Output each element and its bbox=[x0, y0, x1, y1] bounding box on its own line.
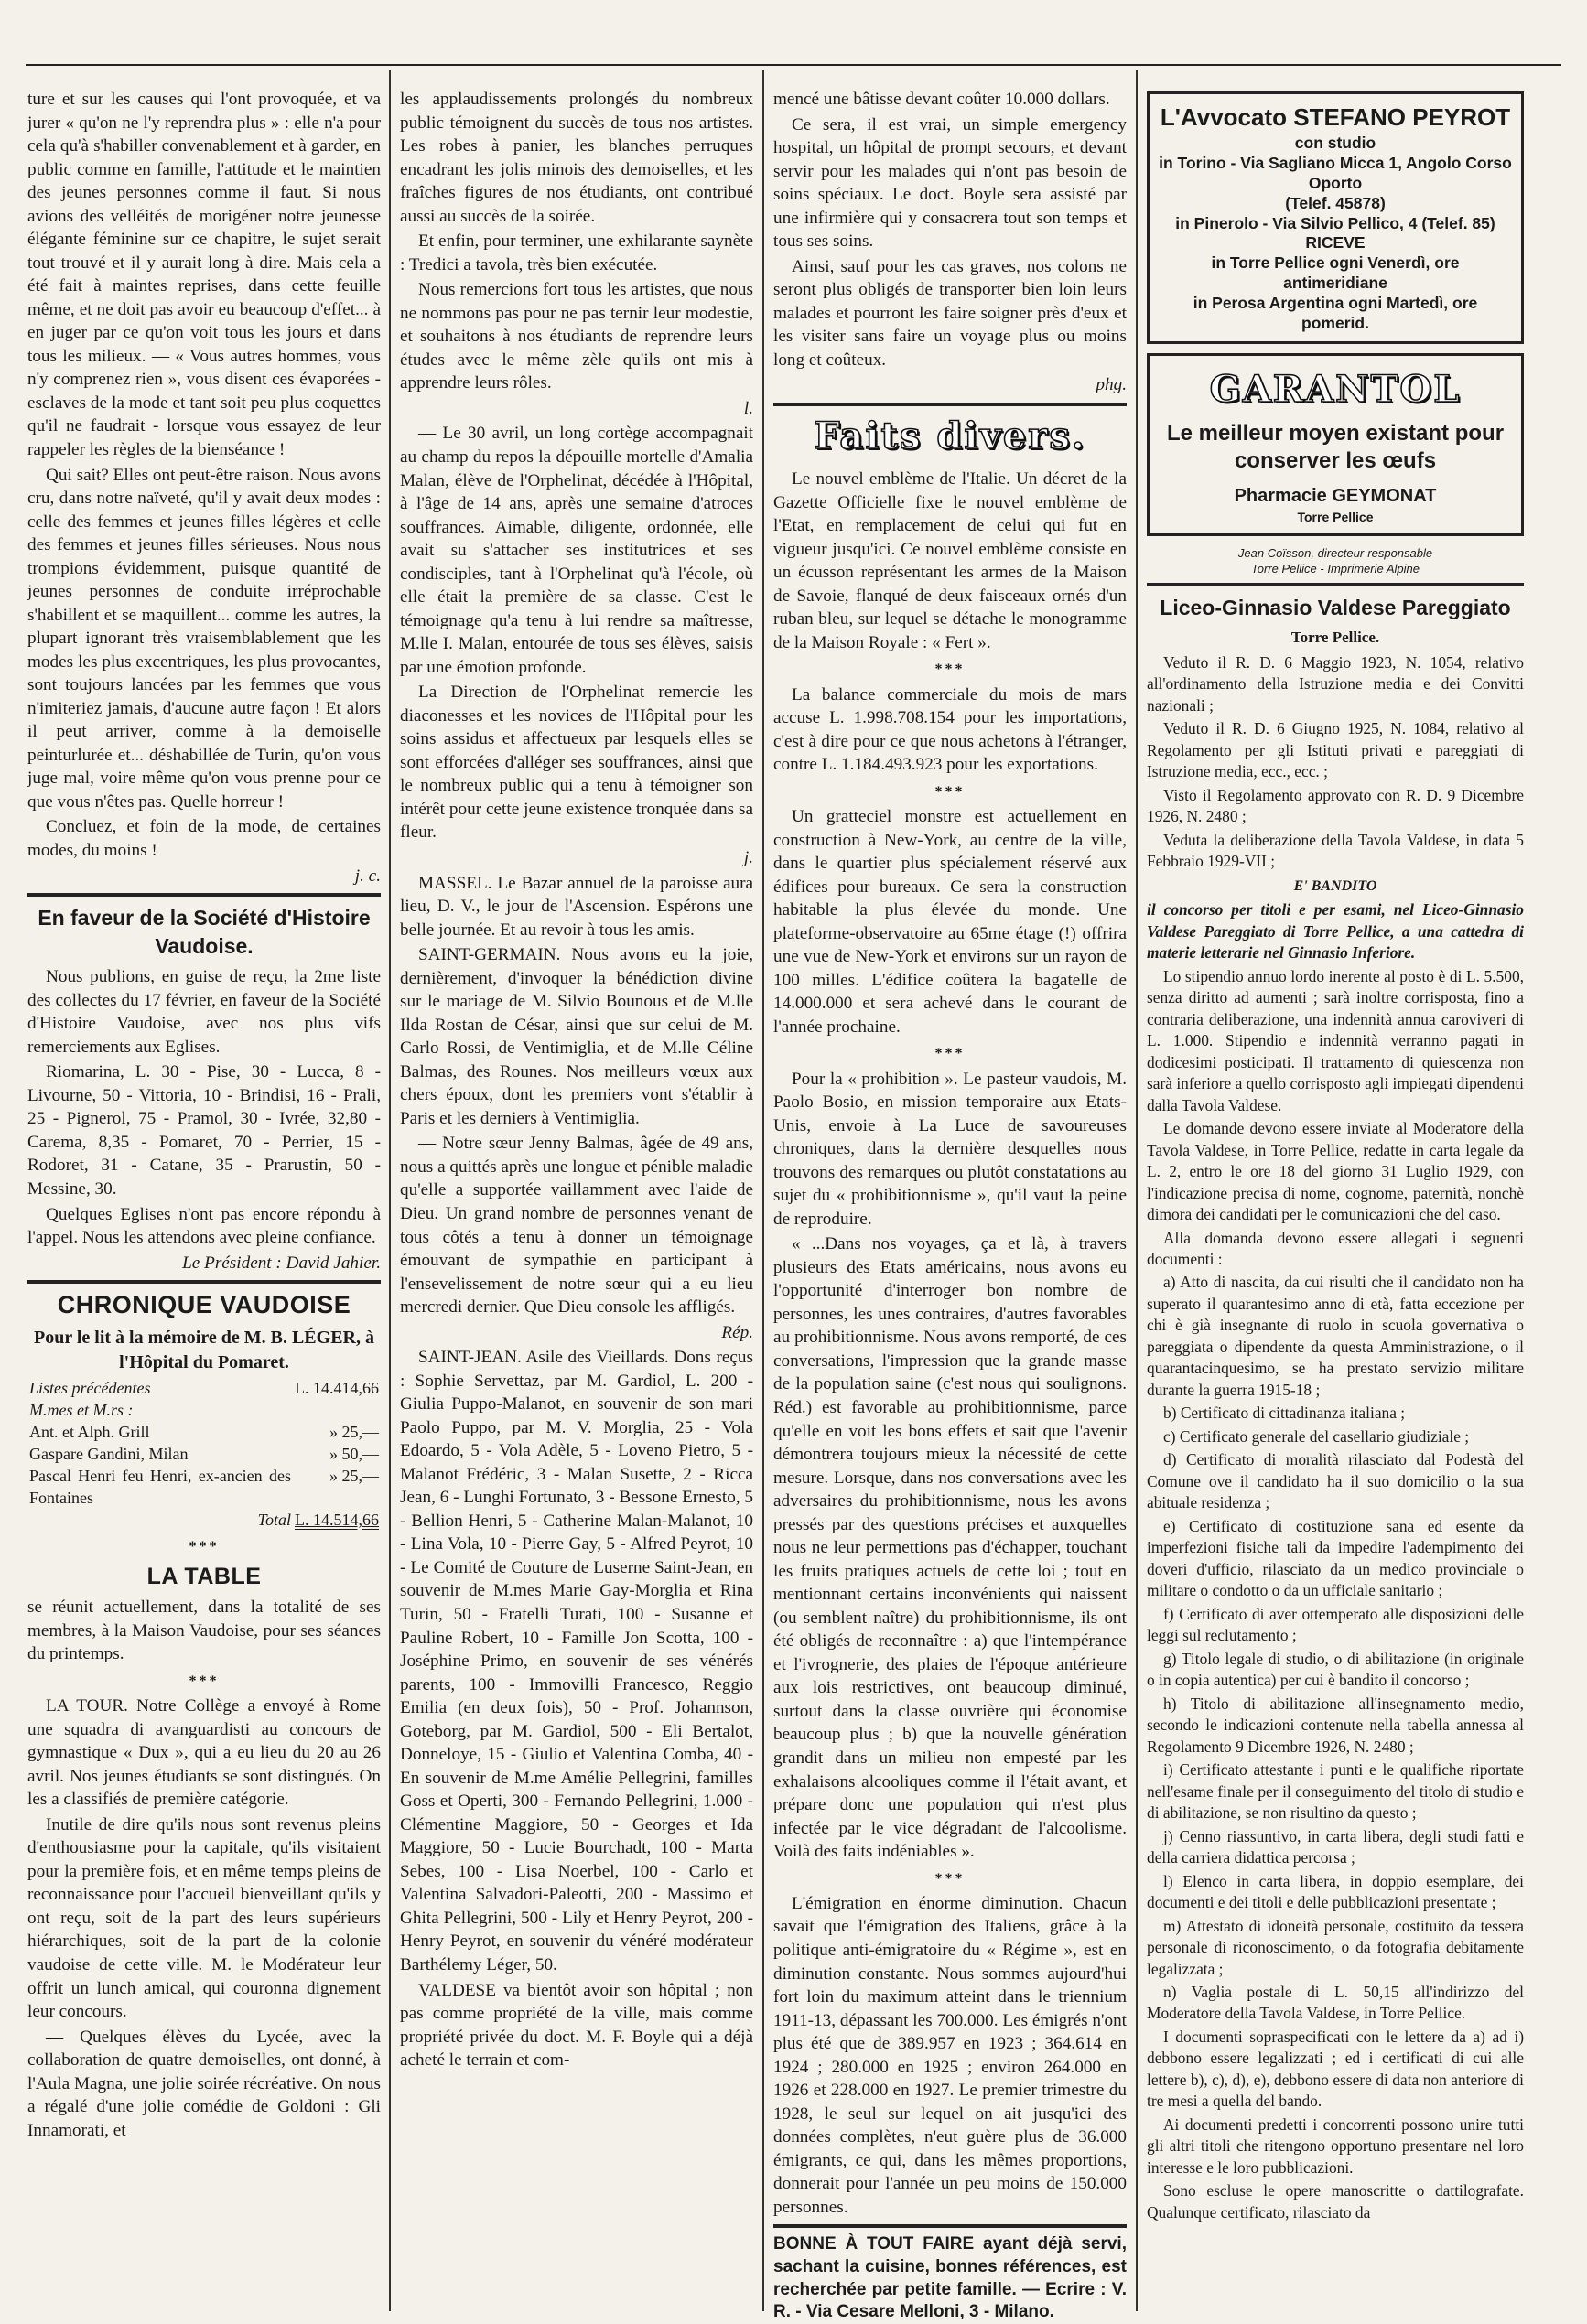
article-paragraph: Alla domanda devono essere allegati i seguenti documenti : bbox=[1147, 1228, 1524, 1268]
column-3 bbox=[773, 88, 1127, 2322]
article-paragraph: L'émigration en énorme diminution. Chacun savait que l'émigration des Italiens, grâce à la politique anti-émigratoire du « Régime », est en diminution constante. Nous sommes aujourd'hui fort loin du maximum atteint dans le triennium 1911-13, dépassant les 700.000. Les émigrés n'ont plus été que de 389.957 en 1923 ; 364.614 en 1924 ; 280.000 en 1925 ; environ 264.000 en 1926 et 228.000 en 1927. Le premier trimestre du 1928, le seul sur lequel on ait jusqu'ici des données complètes, n'eut guère plus de 36.000 émigrants, ce qui, dans les mêmes proportions, donnerait pour l'année un peu moins de 150.000 personnes. bbox=[773, 1893, 1127, 2217]
article-paragraph: Le nouvel emblème de l'Italie. Un décret de la Gazette Officielle fixe le nouvel emblème de l'Etat, en remplacement de celui qui fut en vigueur jusqu'ici. Ce nouvel emblème consiste en un écusson représentant les armes de la Maison de Savoie, flanqué de deux faisceaux ornés d'un ruban bleu, sur lequel se détache le monogramme de la Maison Royale : « Fert ». bbox=[773, 469, 1127, 652]
article-paragraph: se réunit actuellement, dans la totalité de ses membres, à la Maison Vaudoise, pour ses séances du printemps. bbox=[27, 1598, 381, 1664]
table-row: Listes précédentes L. 14.414,66 bbox=[29, 1379, 379, 1398]
article-paragraph: Quelques Eglises n'ont pas encore répondu à l'appel. Nous les attendons avec pleine confiance. bbox=[27, 1204, 381, 1248]
table-row: Gaspare Gandini, Milan » 50,— bbox=[29, 1445, 379, 1464]
stars-separator: *** bbox=[934, 783, 966, 800]
section-title-faits-divers: Faits divers. bbox=[814, 414, 1086, 457]
article-paragraph: mencé une bâtisse devant coûter 10.000 dollars. bbox=[773, 90, 1110, 109]
article-paragraph: g) Titolo legale di studio, o di abilitazione (in originale o in copia autentica) per cui è bandito il concorso ; bbox=[1147, 1649, 1524, 1690]
ad-title: L'Avvocato STEFANO PEYROT bbox=[1160, 103, 1511, 131]
donation-table bbox=[27, 1378, 381, 1532]
divider bbox=[773, 403, 1127, 406]
divider bbox=[1147, 583, 1524, 586]
article-paragraph: « ...Dans nos voyages, ça et là, à travers plusieurs des Etats américains, nous avons eu l'opportunité d'interroger bon nombre de personnes, les unes contraires, d'autres favorables au prohibitionnisme. Nous avons remporté, de ces conversations, l'impression que la grande masse de la population saine (c'est nous qui soulignons. Réd.) est favorable au prohibitionnisme, parce qu'elle en voit les bons effets et sait que l'avenir démontrera toujours mieux la nécessité de cette mesure. Lorsque, dans nos conversations avec les adversaires du prohibitionnisme, nous les avons pressés par des questions précises et auxquelles nous ne leur permettions pas d'échapper, touchant les fruits pratiques actuels de cette loi ; tout en mentionnant certains inconvénients qui naissent (ou semblent naître) du prohibitionnisme, ils ont été obligés de reconnaître : a) que l'intempérance et l'ivrognerie, des plaies de l'époque antérieure aux lois restrictives, ont beaucoup diminué, surtout dans la classe ouvrière qui économise beaucoup plus ; b) que la nouvelle génération grandit dans un milieu non empesté par les exhalaisons alcooliques comme il l'était avant, et prépare donc une population qui n'est plus infectée par le vice dégradant de l'alcoolisme. Voilà des faits indéniables ». bbox=[773, 1234, 1127, 1862]
article-paragraph: il concorso per titoli e per esami, nel Liceo-Ginnasio Valdese Pareggiato di Torre Pellice, a una cattedra di materie letterarie nel Ginnasio Inferiore. bbox=[1147, 900, 1524, 963]
article-paragraph: Veduta la deliberazione della Tavola Valdese, in data 5 Febbraio 1929-VII ; bbox=[1147, 830, 1524, 871]
article-paragraph: Concluez, et foin de la mode, de certaines modes, du moins ! bbox=[27, 817, 381, 860]
article-paragraph: j) Cenno riassuntivo, in carta libera, degli studi fatti e della carriera didattica percorsa ; bbox=[1147, 1826, 1524, 1867]
article-signature: j. bbox=[743, 848, 753, 867]
liceo-town: Torre Pellice. bbox=[1290, 628, 1380, 646]
divider bbox=[27, 893, 381, 897]
article-paragraph: Sono escluse le opere manoscritte o dattilografate. Qualunque certificato, rilasciato da bbox=[1147, 2181, 1524, 2222]
article-paragraph: d) Certificato di moralità rilasciato dal Podestà del Comune ove il candidato ha il suo domicilio o la sua abituale residenza ; bbox=[1147, 1450, 1524, 1512]
article-paragraph: Nous publions, en guise de reçu, la 2me liste des collectes du 17 février, en faveur de la Société d'Histoire Vaudoise, avec nos plus vifs remerciements aux Eglises. bbox=[27, 967, 381, 1057]
stars-separator: *** bbox=[189, 1538, 220, 1555]
article-paragraph: I documenti sopraspecificati con le lettere da a) ad i) debbono essere legalizzati ; ed i certificati di cui alle lettere b), c), d), e), debbono essere di data non anteriore di tre mesi a quella del bando. bbox=[1147, 2027, 1524, 2111]
article-signature: j. c. bbox=[354, 866, 381, 886]
ad-title: GARANTOL bbox=[1209, 367, 1462, 411]
column-1 bbox=[27, 88, 381, 2311]
article-signature: Rép. bbox=[721, 1322, 753, 1342]
article-paragraph: Riomarina, L. 30 - Pise, 30 - Lucca, 8 - Livourne, 50 - Vittoria, 10 - Brindisi, 16 - Prali, 25 - Pignerol, 75 - Pramol, 30 - Ivrée, 32,80 - Carema, 8,35 - Pomaret, 70 - Perrier, 15 - Rodoret, 31 - Catane, 35 - Prarustin, 50 - Messine, 30. bbox=[27, 1062, 381, 1199]
article-paragraph: b) Certificato di cittadinanza italiana ; bbox=[1163, 1404, 1406, 1423]
stars-separator: *** bbox=[934, 1870, 966, 1887]
column-4 bbox=[1147, 91, 1524, 2311]
article-paragraph: Ce sera, il est vrai, un simple emergency hospital, un hôpital de prompt secours, et devant servir pour les malades qui n'ont pas besoin de soins spéciaux. Le doct. Boyle sera assisté par une infirmière qui y consacrera tout son temps et tous ses soins. bbox=[773, 114, 1127, 252]
article-paragraph: Qui sait? Elles ont peut-être raison. Nous avons cru, dans notre naïveté, qu'il y avait deux modes : celle des femmes et jeunes filles légères et celle des femmes et jeunes filles sérieuses. Nous nous trompions évidemment, puisque quantité de jeunes personnes de conduite irréprochable s'habillent et se maquillent... comme les autres, la plupart ignorant très vraisemblablement que les modes les plus excentriques, les plus provocantes, sont toujours lancées par les femmes que vous n'imiteriez jamais, d'aucune autre façon ! Et alors il peut arriver, comme à la demoiselle peinturlurée et... déshabillée de Turin, qu'on vous juge mal, voire même qu'on vous prenne pour ce que vous n'êtes pas. Quelle horreur ! bbox=[27, 465, 381, 812]
column-rule bbox=[1136, 70, 1138, 2311]
article-paragraph: — Le 30 avril, un long cortège accompagnait au champ du repos la dépouille mortelle d'Amalia Malan, élève de l'Orphelinat, décédée à l'Hôpital, à l'âge de 14 ans, après une semaine d'atroces souffrances. Aimable, diligente, ordonnée, elle avait su s'attacher ses institutrices et ses condisciples, tant à l'Orphelinat qu'à l'école, où elle était la première de sa classe. C'est le témoignage qu'a tenu à lui rendre sa maîtresse, M.lle I. Malan, entourée de tous ses élèves, saisis par une émotion profonde. bbox=[400, 424, 753, 677]
table-row: Ant. et Alph. Grill » 25,— bbox=[29, 1423, 379, 1442]
stars-separator: *** bbox=[934, 662, 966, 678]
article-paragraph: VALDESE va bientôt avoir son hôpital ; non pas comme propriété de la ville, mais comme propriété privée du doct. M. F. Boyle qui a déjà acheté le terrain et com- bbox=[400, 1980, 753, 2071]
top-rule bbox=[26, 64, 1561, 66]
article-paragraph: Un gratteciel monstre est actuellement en construction à New-York, au centre de la ville, dans le quartier plus spécialement réservé aux édifices pour bureaux. Ce sera la construction habitable la plus élevée du monde. Une plateforme-observatoire au 65me étage (!) offrira une vue de New-York et environs sur un rayon de 100 milles. L'édifice coûtera la bagatelle de 14.000.000 et sera achevé dans le courant de l'année prochaine. bbox=[773, 807, 1127, 1037]
article-paragraph: Veduto il R. D. 6 Giugno 1925, N. 1084, relativo al Regolamento per gli Istituti privati e pareggiati di Istruzione media, ecc., ecc. ; bbox=[1147, 719, 1524, 781]
table-row: M.mes et M.rs : bbox=[29, 1401, 134, 1420]
article-paragraph: — Quelques élèves du Lycée, avec la collaboration de quatre demoiselles, ont donné, à l'Aula Magna, une jolie soirée récréative. On nous a régalé d'une jolie comédie de Goldoni : Gli Innamorati, et bbox=[27, 2027, 381, 2140]
article-paragraph: Veduto il R. D. 6 Maggio 1923, N. 1054, relativo all'ordinamento della Istruzione media e dei Convitti nazionali ; bbox=[1147, 652, 1524, 715]
bando-heading: E' BANDITO bbox=[1293, 877, 1377, 894]
article-paragraph: a) Atto di nascita, da cui risulti che il candidato non ha superato il quarantesimo anno di età, fatta eccezione per chi è già insegnante di ruolo in scuola governativa o pareggiata o dipendente da questa Amministrazione, o il quarantacinquesimo, se ha prestato servizio militare durante la guerra 1915-18 ; bbox=[1147, 1273, 1524, 1399]
section-title-chronique: CHRONIQUE VAUDOISE bbox=[57, 1291, 351, 1319]
stars-separator: *** bbox=[189, 1673, 220, 1689]
article-paragraph: Lo stipendio annuo lordo inerente al posto è di L. 5.500, senza diritto ad aumenti ; sarà inoltre corrisposta, fino a contraria deliberazione, una indennità annua caroviveri di L. 1.000. Stipendio e indennità verranno pagati in dodicesimi posticipati. Il trattamento di quiescenza non sarà inferiore a quello corrisposto agli impiegati dipendenti dalla Tavola Valdese. bbox=[1147, 966, 1524, 1114]
article-paragraph: La Direction de l'Orphelinat remercie les diaconesses et les novices de l'Hôpital pour les soins assidus et affectueux par lesquels elles se sont efforcées d'alléger ses souffrances, ainsi que le nombreux public qui a tenu à témoigner son intérêt pour cette jeune existence tronquée dans sa fleur. bbox=[400, 683, 753, 843]
article-paragraph: Nous remercions fort tous les artistes, que nous ne nommons pas pour ne pas ternir leur modestie, et souhaitons à nos étudiants de reprendre leurs études avec le même zèle qu'ils ont mis à apprendre leurs rôles. bbox=[400, 280, 753, 393]
article-paragraph: Le domande devono essere inviate al Moderatore della Tavola Valdese, in Torre Pellice, redatte in carta legale da L. 2, entro le ore 18 del giorno 31 Luglio 1929, con l'indicazione precisa di nome, cognome, paternità, nonchè dimora dei candidati per le comunicazioni che del caso. bbox=[1147, 1119, 1524, 1224]
table-row-total: Total L. 14.514,66 bbox=[257, 1510, 379, 1529]
column-2 bbox=[400, 88, 753, 2311]
article-paragraph: Ainsi, sauf pour les cas graves, nos colons ne seront plus obligés de transporter bien loin leurs malades et pourront les faire soigner près d'eux et les visiter sans faire un voyage plus ou moins long et coûteux. bbox=[773, 256, 1127, 370]
article-paragraph: les applaudissements prolongés du nombreux public témoignent du succès de tous nos artistes. Les robes à panier, les blanches perruques encadrant les jolis minois des demoiselles, et les fraîches figures de nos étudiants, ont contribué aussi au succès de la soirée. bbox=[400, 90, 753, 226]
article-paragraph: h) Titolo di abilitazione all'insegnamento medio, secondo le indicazioni contenute nella tabella annessa al Regolamento 9 Dicembre 1926, N. 2480 ; bbox=[1147, 1694, 1524, 1756]
article-paragraph: f) Certificato di aver ottemperato alle disposizioni delle leggi sul reclutamento ; bbox=[1147, 1604, 1524, 1645]
article-signature: l. bbox=[743, 398, 753, 418]
article-paragraph: MASSEL. Le Bazar annuel de la paroisse aura lieu, D. V., le jour de l'Ascension. Espérons une belle journée. Et au revoir à tous les amis. bbox=[400, 873, 753, 940]
divider bbox=[773, 2224, 1127, 2228]
article-paragraph: La balance commerciale du mois de mars accuse L. 1.998.708.154 pour les importations, c'est à dire pour ce que nous achetons à l'étranger, contre L. 1.184.493.923 pour les exportations. bbox=[773, 684, 1127, 775]
section-title-table: LA TABLE bbox=[146, 1564, 262, 1590]
article-paragraph: ture et sur les causes qui l'ont provoquée, et va jurer « qu'on ne l'y reprendra plus » : elle n'a pour cela qu'à s'habiller convenablement et à garder, en public comme en famille, l'attitude et le maintien des jeunes personnes comme il faut. Si nous avions des velléités de morigéner notre jeunesse élégante féminine sur ce chapitre, le sujet serait tout trouvé et il y aurait long à dire. Mais cela a été fait à maintes reprises, dans cette feuille même, et ne doit pas avoir eu beaucoup d'effet... à en juger par ce qu'on voit tous les jours et dans tous les milieux. — « Vous autres hommes, vous n'y comprenez rien », vous disent ces évaporées - esclaves de la mode et tant soit peu plus coquettes qu'il ne faudrait - lorsque vous essayez de leur rappeler les règles de la bienséance ! bbox=[27, 90, 381, 459]
table-row: Pascal Henri feu Henri, ex-ancien des Fontaines » 25,— bbox=[29, 1466, 379, 1507]
article-signature: phg. bbox=[1096, 375, 1127, 395]
column-rule bbox=[389, 70, 391, 2311]
ad-garantol: GARANTOL Le meilleur moyen existant pour conserver les œufs Pharmacie GEYMONAT Torre Pellice bbox=[1147, 353, 1524, 536]
article-paragraph: SAINT-GERMAIN. Nous avons eu la joie, dernièrement, d'invoquer la bénédiction divine sur le mariage de M. Silvio Bounous et de M.lle Ilda Rostan de César, ainsi que sur celui de M. Carlo Rossi, de Ventimiglia, et de M.lle Céline Balmas, des Rounes. Nos meilleurs vœux aux chers époux, dont les premiers vont s'établir à Paris et les derniers à Ventimiglia. bbox=[400, 945, 753, 1128]
article-paragraph: Et enfin, pour terminer, une exhilarante saynète : Tredici a tavola, très bien exécutée. bbox=[400, 231, 753, 274]
stars-separator: *** bbox=[934, 1046, 966, 1062]
imprint-printer: Torre Pellice - Imprimerie Alpine bbox=[1251, 562, 1420, 576]
section-title-histoire: En faveur de la Société d'Histoire Vaudoise. bbox=[38, 906, 371, 958]
imprint-director: Jean Coïsson, directeur-responsable bbox=[1237, 545, 1433, 560]
subsection-title-lit: Pour le lit à la mémoire de M. B. LÉGER, à l'Hôpital du Pomaret. bbox=[33, 1328, 374, 1372]
article-paragraph: i) Certificato attestante i punti e le qualifiche riportate nell'esame finale per il conseguimento del titolo di studio e di abilitazione, se non risultino da questo ; bbox=[1147, 1760, 1524, 1823]
article-paragraph: m) Attestato di idoneità personale, costituito da tessera personale di riconoscimento, o da fotografia debitamente legalizzata ; bbox=[1147, 1916, 1524, 1978]
article-paragraph: l) Elenco in carta libera, in doppio esemplare, dei documenti e dei titoli e delle pubblicazioni presentate ; bbox=[1147, 1871, 1524, 1912]
article-signature: Le Président : David Jahier. bbox=[182, 1253, 381, 1273]
column-rule bbox=[762, 70, 764, 2311]
article-paragraph: LA TOUR. Notre Collège a envoyé à Rome une squadra di avanguardisti au concours de gymnastique « Dux », qui a eu lieu du 20 au 26 avril. Nos jeunes étudiants se sont distingués. On les a classifiés de première catégorie. bbox=[27, 1696, 381, 1810]
ad-peyrot: L'Avvocato STEFANO PEYROT con studio in Torino - Via Sagliano Micca 1, Angolo Corso Oporto (Telef. 45878) in Pinerolo - Via Silvio Pellico, 4 (Telef. 85) RICEVE in Torre Pellice ogni Venerdì, ore antimeridiane in Perosa Argentina ogni Martedì, ore pomerid. bbox=[1147, 91, 1524, 344]
article-paragraph: c) Certificato generale del casellario giudiziale ; bbox=[1163, 1426, 1470, 1446]
classified-ad: BONNE À TOUT FAIRE ayant déjà servi, sachant la cuisine, bonnes références, est recherchée par petite famille. — Ecrire : V. R. - Via Cesare Melloni, 3 - Milano. bbox=[773, 2234, 1127, 2322]
liceo-title: Liceo-Ginnasio Valdese Pareggiato bbox=[1160, 595, 1511, 619]
divider bbox=[27, 1280, 381, 1284]
article-paragraph: — Notre sœur Jenny Balmas, âgée de 49 ans, nous a quittés après une longue et pénible maladie qu'elle a supportée vaillamment avec l'aide de Dieu. Un grand nombre de personnes venant de tous côtés a tenu à donner un témoignage émouvant de sympathie en participant à l'ensevelissement de notre sœur qui a eu lieu mercredi dernier. Que Dieu console les affligés. bbox=[400, 1134, 753, 1318]
article-paragraph: Inutile de dire qu'ils nous sont revenus pleins d'enthousiasme pour la capitale, qu'ils visitaient pour la première fois, et en même temps pleins de reconnaissance pour l'accueil bienveillant qu'ils y ont reçu, soit de la part des leurs supérieurs hiérarchiques, soit de la part de la colonie vaudoise de cette ville. M. le Modérateur leur offrit un lunch amical, qui couronna dignement leur concours. bbox=[27, 1814, 381, 2022]
article-paragraph: Visto il Regolamento approvato con R. D. 9 Dicembre 1926, N. 2480 ; bbox=[1147, 785, 1524, 826]
article-paragraph: e) Certificato di costituzione sana ed esente da imperfezioni fisiche tali da impedire l'adempimento dei doveri d'ufficio, rilasciato da un medico provinciale o militare o condotto o da un ufficiale sanitario ; bbox=[1147, 1516, 1524, 1600]
article-paragraph: SAINT-JEAN. Asile des Vieillards. Dons reçus : Sophie Servettaz, par M. Gardiol, L. 200 - Giulia Puppo-Malanot, en souvenir de son mari Paolo Puppo, par M. V. Morglia, 25 - Vola Edoardo, 5 - Vola Adèle, 5 - Loveno Pietro, 5 - Malanot Frédéric, 3 - Malan Susette, 2 - Ricca Jean, 6 - Lunghi Fortunato, 3 - Bessone Ernesto, 5 - Bellion Henri, 5 - Catherine Malan-Malanot, 10 - Lina Vola, 10 - Pierre Gay, 5 - Alfred Peyrot, 10 - Le Comité de Couture de Luserne Saint-Jean, en souvenir de M.mes Marie Gay-Morglia et Rina Turin, 50 - Fratelli Turati, 100 - Susanne et Pauline Robert, 10 - Famille Jon Scotta, 100 - Joséphine Primo, en souvenir de ses vénérés parents, 100 - Immovilli Francesco, Reggio Emilia (en deux fois), 50 - Prof. Johannson, Goteborg, par M. Gardiol, 500 - Eli Bertalot, Donneloye, 15 - Giulio et Valentina Comba, 40 - En souvenir de M.me Amélie Pellegrini, familles Goss et Operti, 300 - Fernando Pellegrini, 1.000 - Clémentine Maggiore, 50 - Georges et Ida Maggiore, 50 - Lucie Bourchadt, 100 - Marta Sebes, 100 - Lisa Noerbel, 100 - Carlo et Valentina Salvadori-Paleotti, 200 - Massimo et Ghita Pellegrini, 500 - Lily et Henry Peyrot, 200 - Henry Peyrot, en souvenir du vénéré modérateur Barthélemy Léger, 50. bbox=[400, 1348, 753, 1974]
article-paragraph: Ai documenti predetti i concorrenti possono unire tutti gli altri titoli che ritengono opportuno presentare nel loro interesse e le loro pubblicazioni. bbox=[1147, 2114, 1524, 2177]
article-paragraph: Pour la « prohibition ». Le pasteur vaudois, M. Paolo Bosio, en mission temporaire aux Etats-Unis, envoie à La Luce de savoureuses chroniques, dans la dernière desquelles nous trouvons des remarques ou plutôt constatations au sujet du « prohibitionnisme », qu'il vaut la peine de reproduire. bbox=[773, 1069, 1127, 1229]
article-paragraph: n) Vaglia postale di L. 50,15 all'indirizzo del Moderatore della Tavola Valdese, in Torre Pellice. bbox=[1147, 1982, 1524, 2023]
